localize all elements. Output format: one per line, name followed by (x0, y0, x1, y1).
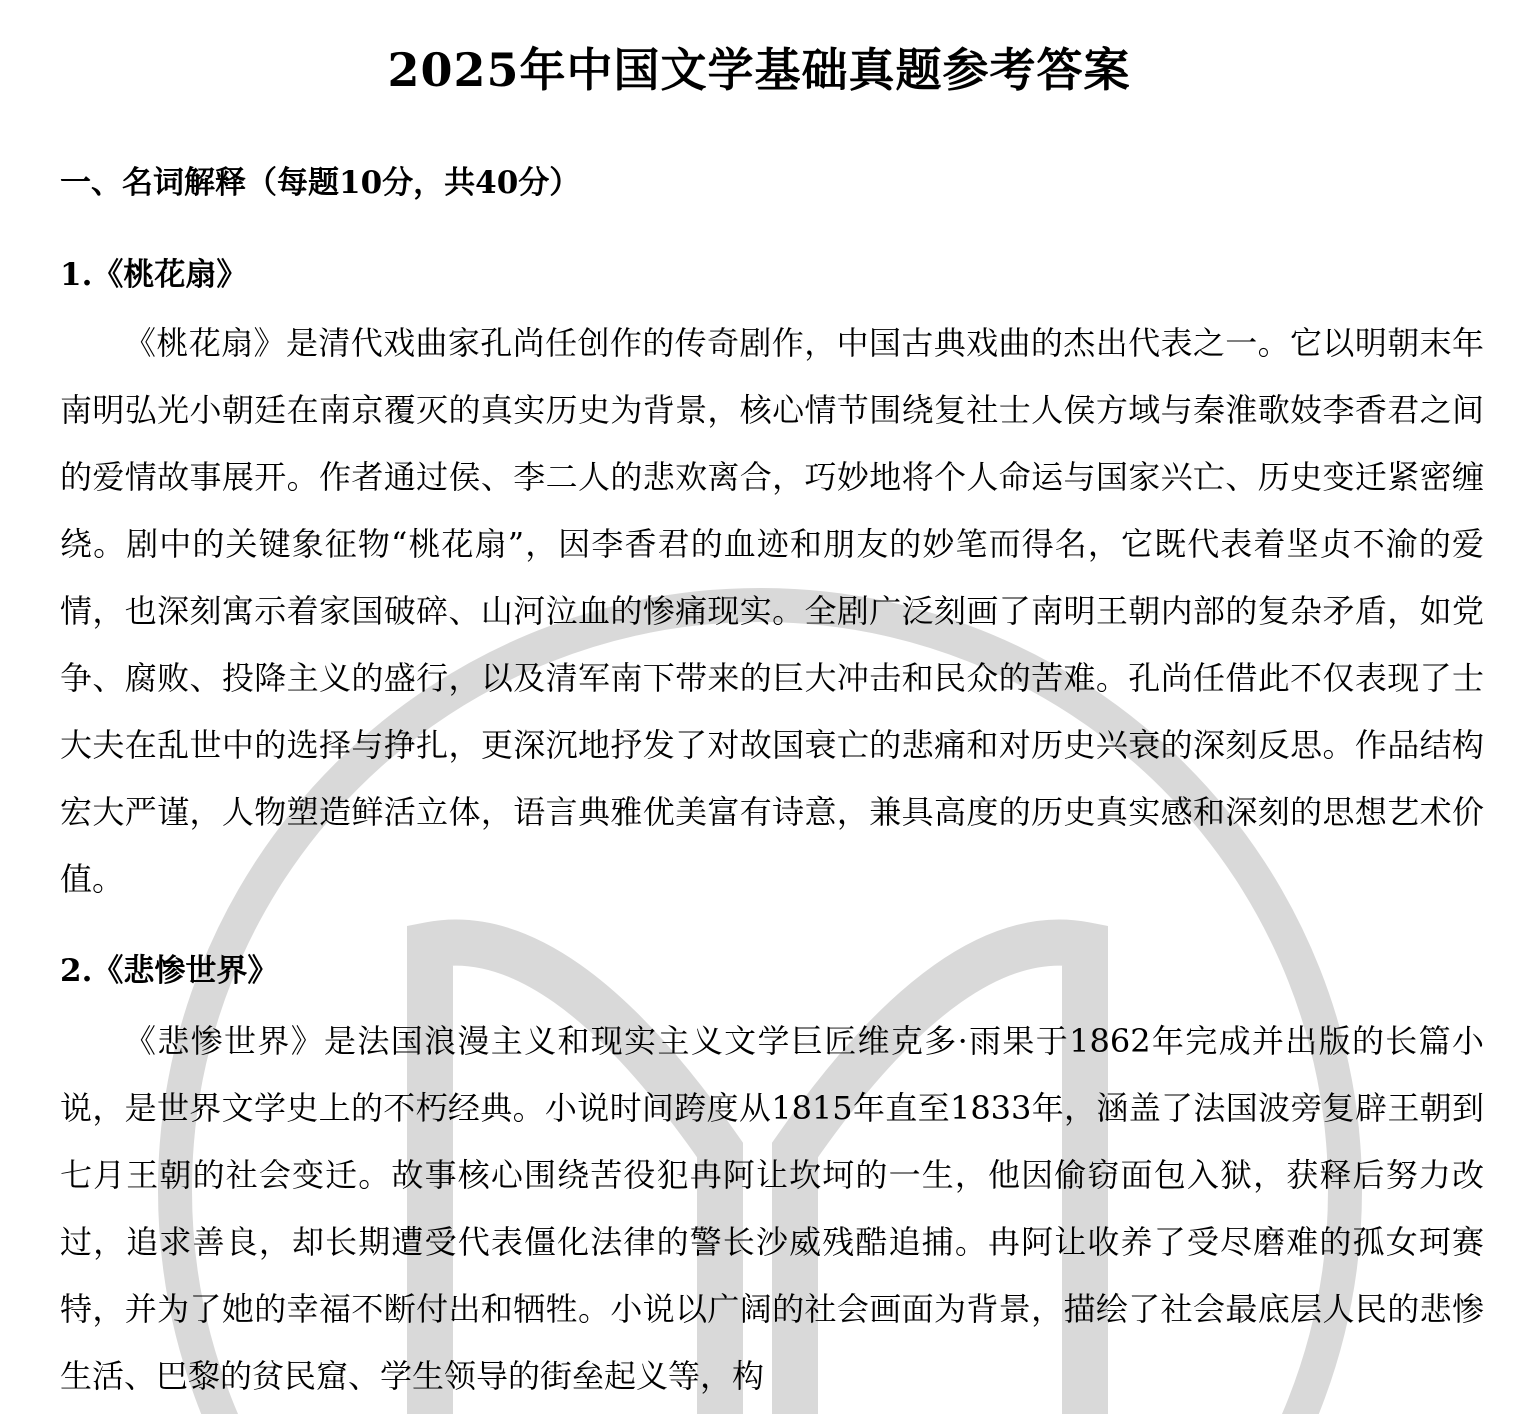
item-body-2: 《悲惨世界》是法国浪漫主义和现实主义文学巨匠维克多·雨果于1862年完成并出版的长篇小说，是世界文学史上的不朽经典。小说时间跨度从1815年直至1833年，涵盖了法国波旁复辟王朝到七月王朝的社会变迁。故事核心围绕苦役犯冉阿让坎坷的一生，他因偷窃面包入狱，获释后努力改过，追求善良，却长期遭受代表僵化法律的警长沙威残酷追捕。冉阿让收养了受尽磨难的孤女珂赛特，并为了她的幸福不断付出和牺牲。小说以广阔的社会画面为背景，描绘了社会最底层人民的悲惨生活、巴黎的贫民窟、学生领导的街垒起义等，构 (60, 1022, 1484, 1395)
item-heading-2: 2.《悲惨世界》 (60, 953, 279, 989)
document-title: 2025年中国文学基础真题参考答案 (387, 43, 1131, 97)
item-body-1: 《桃花扇》是清代戏曲家孔尚任创作的传奇剧作，中国古典戏曲的杰出代表之一。它以明朝末年南明弘光小朝廷在南京覆灭的真实历史为背景，核心情节围绕复社士人侯方域与秦淮歌妓李香君之间的爱情故事展开。作者通过侯、李二人的悲欢离合，巧妙地将个人命运与国家兴亡、历史变迁紧密缠绕。剧中的关键象征物“桃花扇”，因李香君的血迹和朋友的妙笔而得名，它既代表着坚贞不渝的爱情，也深刻寓示着家国破碎、山河泣血的惨痛现实。全剧广泛刻画了南明王朝内部的复杂矛盾，如党争、腐败、投降主义的盛行，以及清军南下带来的巨大冲击和民众的苦难。孔尚任借此不仅表现了士大夫在乱世中的选择与挣扎，更深沉地抒发了对故国衰亡的悲痛和对历史兴衰的深刻反思。作品结构宏大严谨，人物塑造鲜活立体，语言典雅优美富有诗意，兼具高度的历史真实感和深刻的思想艺术价值。 (60, 324, 1484, 898)
section-heading: 一、名词解释（每题10分，共40分） (60, 165, 581, 201)
item-heading-1: 1.《桃花扇》 (60, 257, 248, 293)
